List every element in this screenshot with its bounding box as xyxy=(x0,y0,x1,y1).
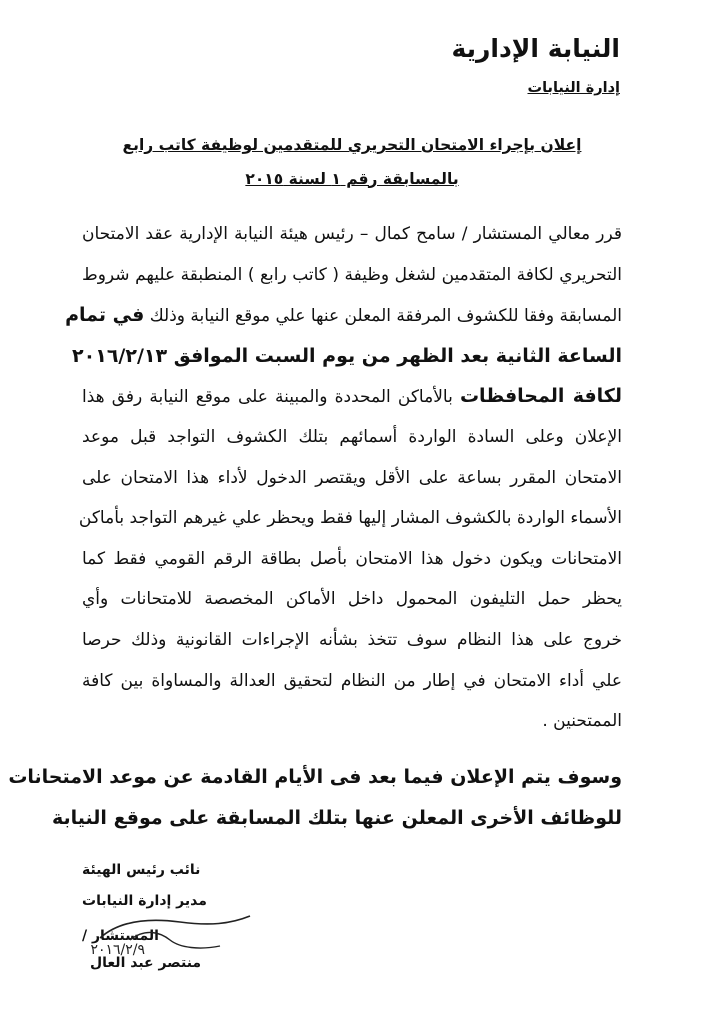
exam-datetime-line: الساعة الثانية بعد الظهر من يوم السبت الموافق ٢٠١٦/٢/١٣ xyxy=(72,344,622,367)
signatory-label: المستشار / xyxy=(82,928,159,944)
department-name: إدارة النيابات xyxy=(527,80,620,96)
body-line xyxy=(65,295,622,336)
handwritten-signature xyxy=(90,910,260,960)
body-line: الامتحان المقرر بساعة على الأقل ويقتصر الدخول لأداء هذا الامتحان على xyxy=(82,467,622,488)
signatory-name: منتصر عبد العال xyxy=(90,955,202,971)
body-line: الإعلان وعلى السادة الواردة أسمائهم بتلك الكشوف التواجد قبل موعد xyxy=(82,426,622,447)
heading-line-1: إعلان بإجراء الامتحان التحريري للمتقدمين لوظيفة كاتب رابع xyxy=(122,136,582,154)
closing-line: للوظائف الأخرى المعلن عنها بتلك المسابقة على موقع النيابة xyxy=(52,806,622,829)
body-line: علي أداء الامتحان في إطار من النظام لتحقيق العدالة والمساواة بين كافة xyxy=(82,670,622,691)
signatory-title-1: نائب رئيس الهيئة xyxy=(82,862,201,878)
body-line xyxy=(82,376,622,417)
body-line: التحريري لكافة المتقدمين لشغل وظيفة ( كاتب رابع ) المنطبقة عليهم شروط xyxy=(82,264,622,285)
body-line-part: المسابقة وفقا للكشوف المرفقة المعلن عنها علي موقع النيابة وذلك xyxy=(149,306,622,327)
body-line: خروج على هذا النظام سوف تتخذ بشأنه الإجراءات القانونية وذلك حرصا xyxy=(82,629,622,650)
body-line-part: بالأماكن المحددة والمبينة على موقع النيابة رفق هذا xyxy=(82,387,453,408)
bold-governorates: لكافة المحافظات xyxy=(459,385,622,408)
handwritten-date: ٢٠١٦/٢/٩ xyxy=(90,942,145,958)
body-line: الامتحانات ويكون دخول هذا الامتحان بأصل بطاقة الرقم القومي فقط كما xyxy=(82,548,622,569)
heading-line-2: بالمسابقة رقم ١ لسنة ٢٠١٥ xyxy=(245,169,459,188)
signatory-title-2: مدير إدارة النيابات xyxy=(82,893,207,909)
announcement-body xyxy=(65,214,622,742)
body-line: الممتحنين . xyxy=(542,711,622,732)
closing-line: وسوف يتم الإعلان فيما بعد فى الأيام القادمة عن موعد الامتحانات xyxy=(8,766,622,788)
body-line: الأسماء الواردة بالكشوف المشار إليها فقط ويحظر علي غيرهم التواجد بأماكن xyxy=(78,508,622,529)
announcement-heading xyxy=(82,136,622,188)
bold-time-phrase: في تمام xyxy=(65,304,145,327)
body-line: قرر معالي المستشار / سامح كمال – رئيس هيئة النيابة الإدارية عقد الامتحان xyxy=(82,224,622,244)
body-line: يحظر حمل التليفون المحمول داخل الأماكن المخصصة للامتحانات وأي xyxy=(82,589,622,610)
closing-paragraph xyxy=(8,757,622,838)
org-title: النيابة الإدارية xyxy=(451,34,620,63)
